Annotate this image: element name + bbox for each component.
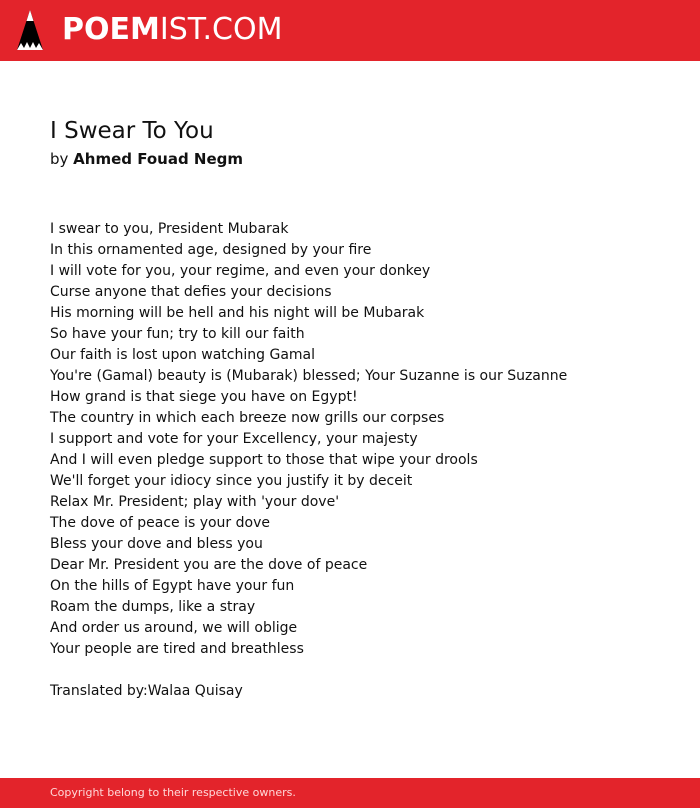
- poem-body: [50, 219, 670, 660]
- poem-line: The dove of peace is your dove: [50, 515, 270, 531]
- poem-line: I will vote for you, your regime, and even your donkey: [50, 263, 431, 279]
- poem-line: The country in which each breeze now grills our corpses: [50, 410, 445, 426]
- logo-bold-text: POEM: [62, 12, 160, 47]
- logo-light-text: IST.COM: [159, 12, 283, 47]
- poem-byline: [50, 149, 243, 169]
- poem-line: I swear to you, President Mubarak: [50, 221, 289, 237]
- poem-line: You're (Gamal) beauty is (Mubarak) blessed; Your Suzanne is our Suzanne: [50, 368, 568, 384]
- poem-line: On the hills of Egypt have your fun: [50, 578, 295, 594]
- poem-author: Ahmed Fouad Negm: [73, 150, 244, 168]
- poem-line: We'll forget your idiocy since you justify it by deceit: [50, 473, 413, 489]
- poem-line: Bless your dove and bless you: [50, 536, 263, 552]
- by-label: by: [50, 150, 74, 168]
- poem-line: In this ornamented age, designed by your fire: [50, 242, 372, 258]
- poem-line: How grand is that siege you have on Egypt!: [50, 389, 358, 405]
- site-logo[interactable]: [62, 12, 282, 48]
- poem-line: And I will even pledge support to those that wipe your drools: [50, 452, 478, 468]
- site-footer: [0, 778, 700, 808]
- pencil-tip-icon[interactable]: [16, 9, 44, 51]
- poem-line: Your people are tired and breathless: [50, 641, 304, 657]
- poem-title: I Swear To You: [50, 118, 214, 144]
- poem-line: Curse anyone that defies your decisions: [50, 284, 332, 300]
- site-header: [0, 0, 700, 61]
- translator-credit: Translated by:Walaa Quisay: [50, 683, 243, 699]
- poem-line: Relax Mr. President; play with 'your dove': [50, 494, 340, 510]
- poem-line: And order us around, we will oblige: [50, 620, 298, 636]
- copyright-notice: Copyright belong to their respective owners.: [50, 786, 296, 799]
- poem-line: Our faith is lost upon watching Gamal: [50, 347, 316, 363]
- poem-line: So have your fun; try to kill our faith: [50, 326, 305, 342]
- poem-line: Dear Mr. President you are the dove of peace: [50, 557, 368, 573]
- poem-line: I support and vote for your Excellency, your majesty: [50, 431, 418, 447]
- poem-line: His morning will be hell and his night will be Mubarak: [50, 305, 425, 321]
- poem-line: Roam the dumps, like a stray: [50, 599, 256, 615]
